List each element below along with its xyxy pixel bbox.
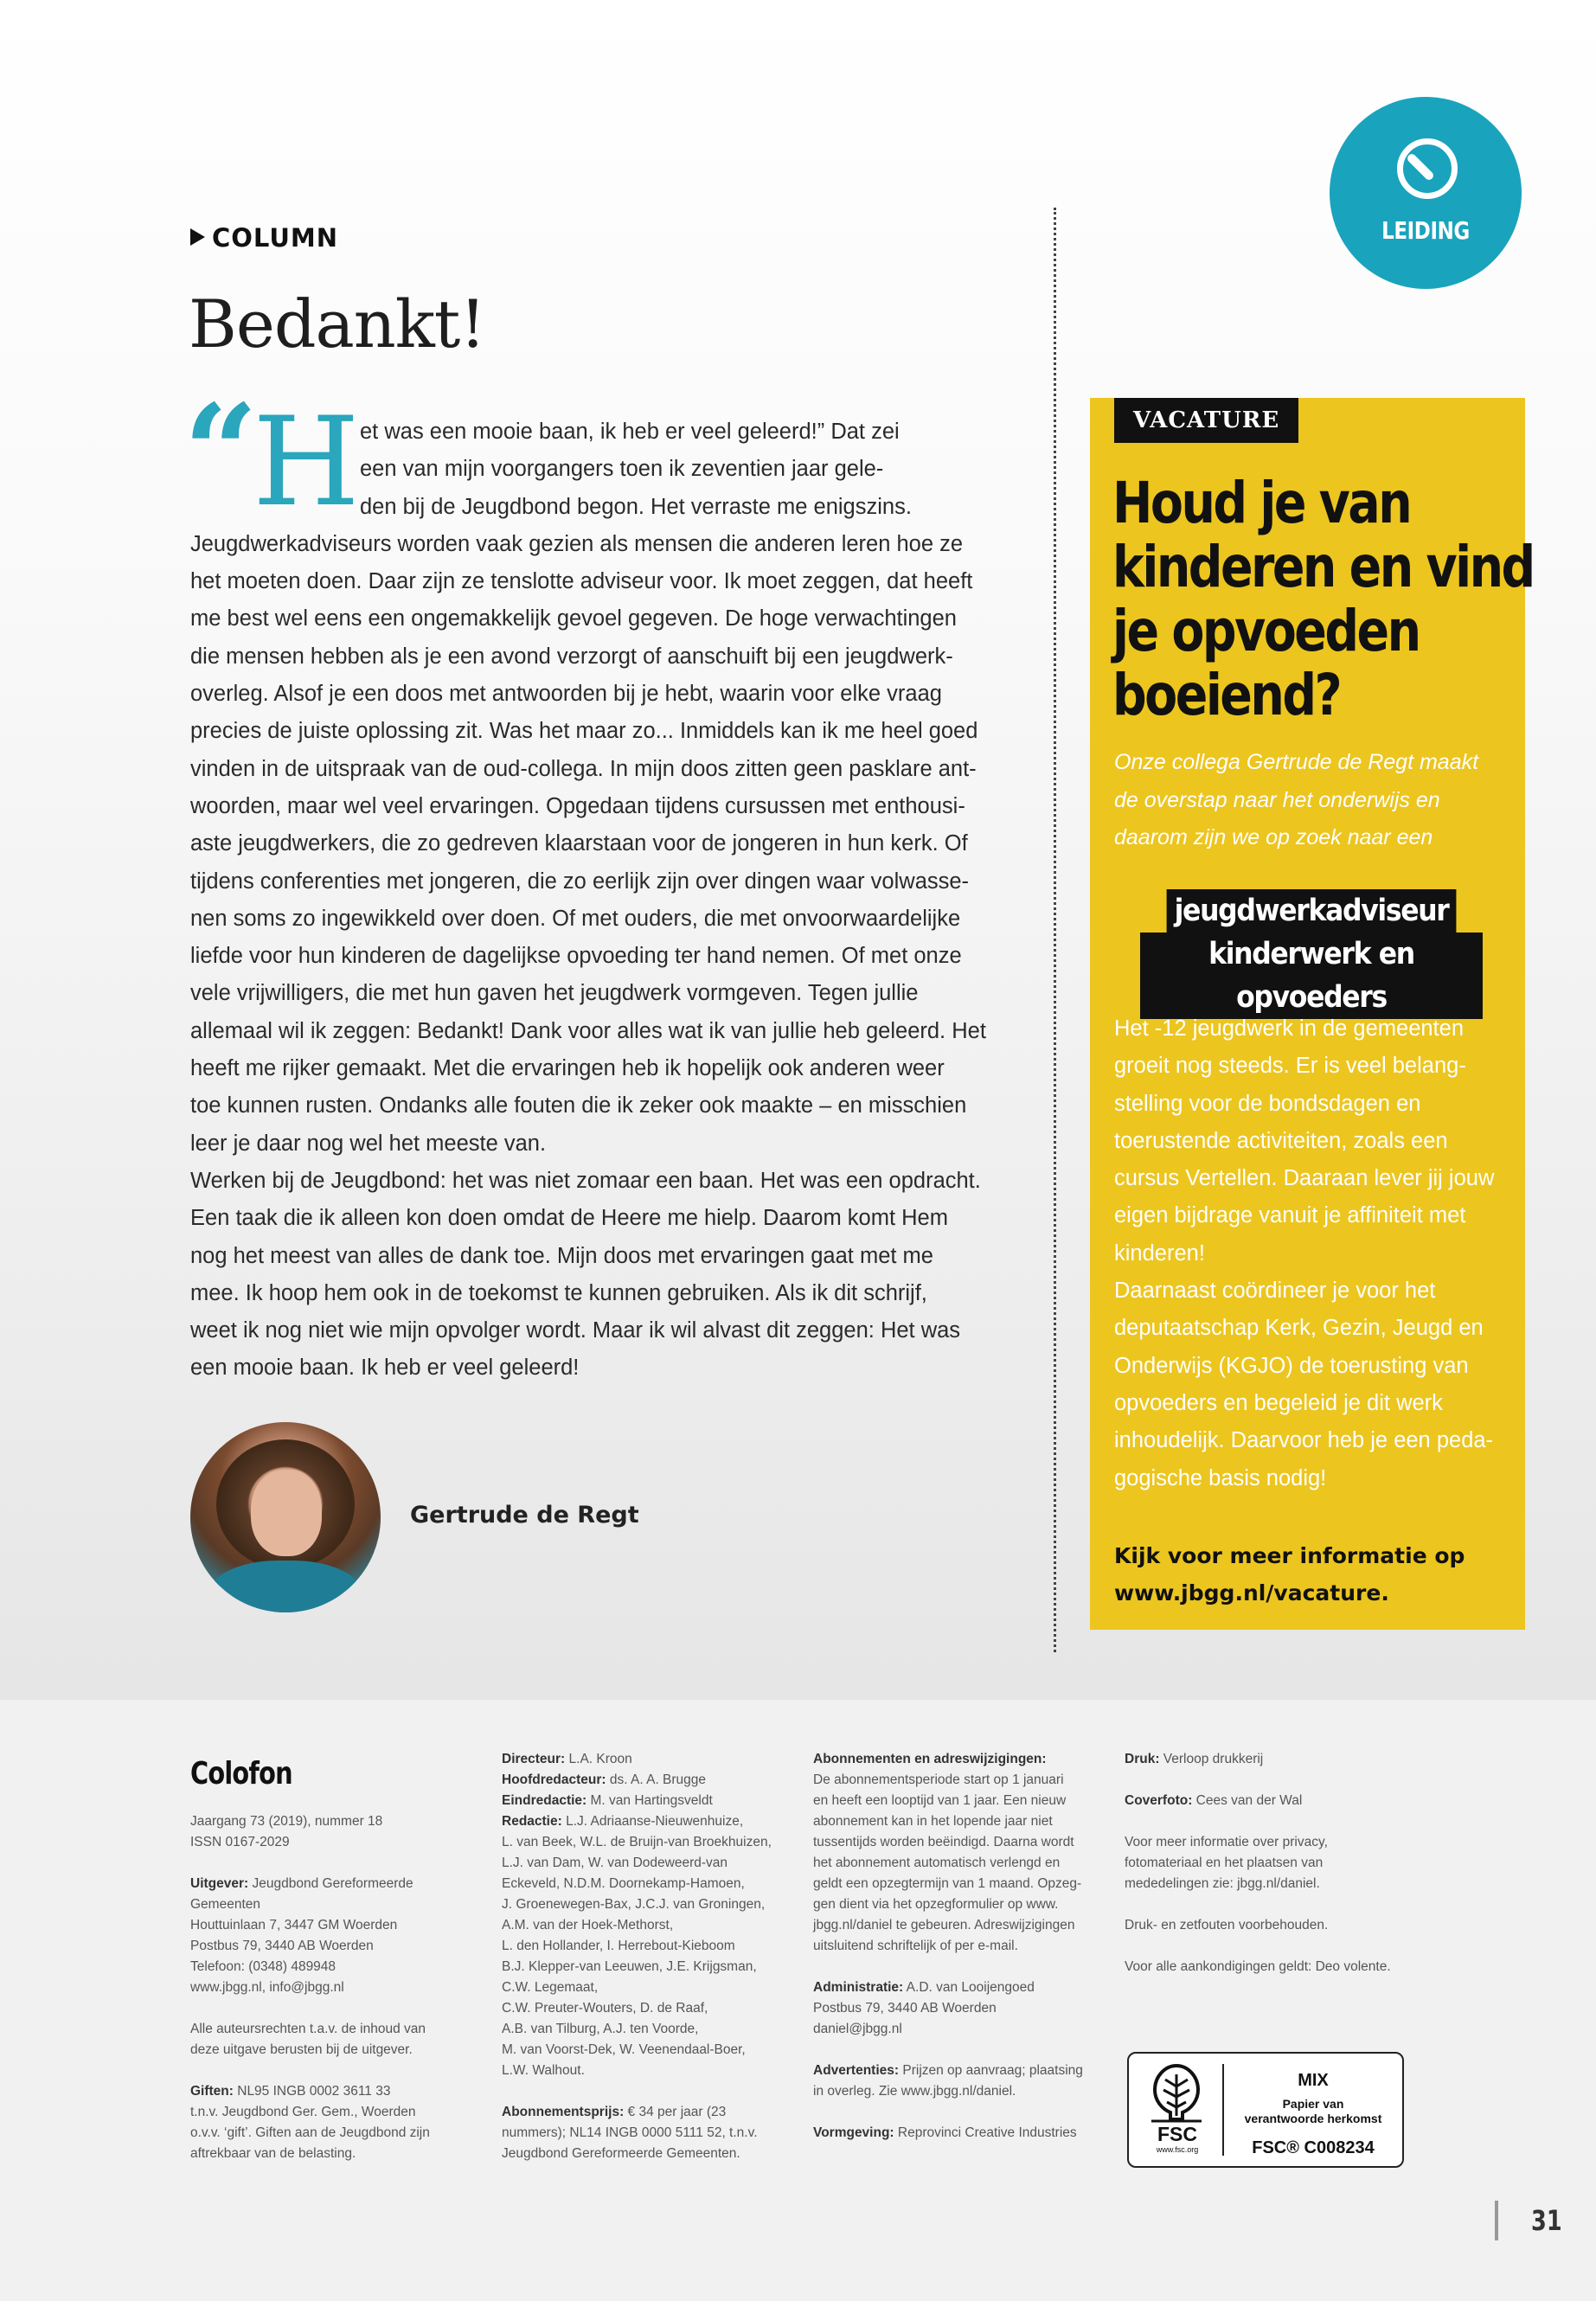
colofon-line: Druk- en zetfouten voorbehouden. bbox=[1125, 1918, 1329, 1932]
colofon-line: J. Groenewegen-Bax, J.C.J. van Groningen, bbox=[502, 1897, 766, 1912]
colofon-label: Advertenties: bbox=[813, 2063, 900, 2078]
colofon-line: aftrekbaar van de belasting. bbox=[190, 2146, 356, 2161]
colofon-line: Alle auteursrechten t.a.v. de inhoud van bbox=[190, 2022, 426, 2036]
body-line: allemaal wil ik zeggen: Bedankt! Dank voor alles wat ik van jullie heb geleerd. Het bbox=[190, 1018, 986, 1043]
colofon-value: Cees van der Wal bbox=[1192, 1793, 1303, 1808]
colofon-label: Redactie: bbox=[502, 1814, 562, 1829]
colofon-line: C.W. Preuter-Wouters, D. de Raaf, bbox=[502, 2001, 708, 2016]
colofon-line bbox=[502, 2102, 787, 2123]
description-line: kinderen! bbox=[1114, 1240, 1205, 1266]
body-line: heeft me rijker gemaakt. Met die ervaringen heb ik hopelijk ook anderen weer bbox=[190, 1056, 945, 1081]
fsc-subtitle-line: Papier van bbox=[1282, 2097, 1344, 2111]
body-line: precies de juiste oplossing zit. Was het maar zo... Inmiddels kan ik me heel goed bbox=[190, 719, 978, 744]
headline-line: Houd je van bbox=[1112, 470, 1411, 536]
headline-line: je opvoeden bbox=[1112, 598, 1420, 664]
colofon-line: en heeft een looptijd van 1 jaar. Een nieuw bbox=[813, 1793, 1067, 1808]
colofon-line[interactable]: daniel@jbgg.nl bbox=[813, 2022, 902, 2036]
vacancy-description bbox=[1114, 1010, 1512, 1497]
avatar-shirt bbox=[208, 1561, 363, 1612]
colofon-line bbox=[1125, 1749, 1436, 1770]
colofon-label: Hoofdredacteur: bbox=[502, 1772, 606, 1787]
colofon-line: o.v.v. ‘gift’. Giften aan de Jeugdbond zijn bbox=[190, 2125, 430, 2140]
headline-line: boeiend? bbox=[1112, 662, 1341, 728]
vacancy-intro bbox=[1114, 744, 1512, 857]
body-line: het moeten doen. Daar zijn ze tenslotte adviseur voor. Ik moet zeggen, dat heeft bbox=[190, 569, 973, 594]
description-line: Daarnaast coördineer je voor het bbox=[1114, 1279, 1436, 1304]
colofon-label: Administratie: bbox=[813, 1980, 904, 1995]
cta-line[interactable]: www.jbgg.nl/vacature. bbox=[1114, 1580, 1389, 1606]
body-line: overleg. Alsof je een doos met antwoorden bij je hebt, waarin voor elke vraag bbox=[190, 682, 942, 707]
description-line: gogische basis nodig! bbox=[1114, 1465, 1327, 1490]
vacancy-tag: VACATURE bbox=[1114, 398, 1298, 443]
body-line: tijdens conferenties met jongeren, die zo eerlijk zijn over dingen waar volwasse- bbox=[190, 868, 970, 894]
colofon-label: Abonnementen en adreswijzigingen: bbox=[813, 1752, 1047, 1766]
colofon-value: L.J. Adriaanse-Nieuwenhuize, bbox=[561, 1814, 744, 1829]
dropcap-quote-mark: “ bbox=[183, 376, 259, 529]
intro-line: Onze collega Gertrude de Regt maakt bbox=[1114, 750, 1479, 774]
colofon-line: Eckeveld, N.D.M. Doornekamp-Hamoen, bbox=[502, 1876, 745, 1891]
colofon-line: L. den Hollander, I. Herrebout-Kieboom bbox=[502, 1939, 735, 1953]
colofon-line: gen dient via het opzegformulier op www. bbox=[813, 1897, 1059, 1912]
body-line: me best wel eens een ongemakkelijk gevoel gegeven. De hoge verwachtingen bbox=[190, 606, 957, 631]
body-line: mee. Ik hoop hem ook in de toekomst te kunnen gebruiken. Als ik dit schrijf, bbox=[190, 1280, 927, 1305]
colofon-line: uitsluitend schriftelijk of per e-mail. bbox=[813, 1939, 1018, 1953]
colofon-label: Vormgeving: bbox=[813, 2125, 894, 2140]
colofon-line: A.M. van der Hoek-Methorst, bbox=[502, 1918, 674, 1932]
colofon-label: Directeur: bbox=[502, 1752, 566, 1766]
colofon-line: Voor alle aankondigingen geldt: Deo volente. bbox=[1125, 1959, 1391, 1974]
colofon-line: A.B. van Tilburg, A.J. ten Voorde, bbox=[502, 2022, 699, 2036]
avatar-face bbox=[251, 1470, 322, 1556]
cta-line: Kijk voor meer informatie op bbox=[1114, 1543, 1465, 1568]
body-line: die mensen hebben als je een avond verzorgt of aanschuift bij een jeugdwerk- bbox=[190, 644, 953, 669]
description-line: toerustende activiteiten, zoals een bbox=[1114, 1128, 1448, 1153]
role-line: kinderwerk en opvoeders bbox=[1140, 933, 1483, 1019]
colofon-label: Abonnementsprijs: bbox=[502, 2105, 625, 2119]
colofon-line: Voor meer informatie over privacy, bbox=[1125, 1835, 1328, 1849]
colofon-label: Coverfoto: bbox=[1125, 1793, 1193, 1808]
colofon-label: Eindredactie: bbox=[502, 1793, 587, 1808]
colofon-title: Colofon bbox=[190, 1756, 292, 1791]
body-line: een van mijn voorgangers toen ik zeventien jaar gele- bbox=[360, 457, 884, 482]
colofon-value: Prijzen op aanvraag; plaatsing bbox=[899, 2063, 1083, 2078]
body-line: nog het meest van alles de dank toe. Mijn doos met ervaringen gaat met me bbox=[190, 1243, 933, 1268]
body-line: een mooie baan. Ik heb er veel geleerd! bbox=[190, 1356, 580, 1381]
body-line: den bij de Jeugdbond begon. Het verraste me enigszins. bbox=[360, 494, 912, 519]
colofon-line: tussentijds worden beëindigd. Daarna wordt bbox=[813, 1835, 1074, 1849]
intro-line: daarom zijn we op zoek naar een bbox=[1114, 825, 1433, 849]
colofon-line: ISSN 0167-2029 bbox=[190, 1835, 290, 1849]
fsc-subtitle-line: verantwoorde herkomst bbox=[1244, 2112, 1382, 2125]
colofon-line: M. van Voorst-Dek, W. Veenendaal-Boer, bbox=[502, 2042, 746, 2057]
body-line: vele vrijwilligers, die met hun gaven het jeugdwerk vormgeven. Tegen jullie bbox=[190, 981, 919, 1006]
article-title: Bedankt! bbox=[189, 285, 485, 362]
body-line: liefde voor hun kinderen de dagelijkse opvoeding ter hand nemen. Of met onze bbox=[190, 944, 962, 969]
fsc-logo-text: FSC bbox=[1157, 2123, 1197, 2145]
colofon-line: Jaargang 73 (2019), nummer 18 bbox=[190, 1814, 383, 1829]
colofon-value: Verloop drukkerij bbox=[1159, 1752, 1264, 1766]
colofon-label: Giften: bbox=[190, 2084, 234, 2099]
author-name: Gertrude de Regt bbox=[410, 1502, 639, 1529]
colofon-column-4 bbox=[1125, 1749, 1436, 1977]
fsc-divider bbox=[1222, 2064, 1224, 2156]
author-photo bbox=[190, 1422, 381, 1612]
colofon-line: Telefoon: (0348) 489948 bbox=[190, 1959, 337, 1974]
vacancy-link[interactable] bbox=[1114, 1537, 1512, 1612]
colofon-value: M. van Hartingsveldt bbox=[586, 1793, 713, 1808]
section-label: LEIDING bbox=[1381, 216, 1470, 245]
colofon-value: NL95 INGB 0002 3611 33 bbox=[233, 2084, 391, 2099]
dropcap-letter: H bbox=[253, 391, 360, 534]
triangle-icon bbox=[190, 228, 205, 246]
colofon-line: nummers); NL14 INGB 0000 5111 52, t.n.v. bbox=[502, 2125, 758, 2140]
colofon-line bbox=[813, 2061, 1107, 2081]
colofon-line: L.W. Walhout. bbox=[502, 2063, 585, 2078]
dotted-divider bbox=[1054, 208, 1056, 1652]
colofon-line: het abonnement automatisch verlengd en bbox=[813, 1856, 1061, 1870]
description-line: deputaatschap Kerk, Gezin, Jeugd en bbox=[1114, 1316, 1484, 1341]
colofon-column-2 bbox=[502, 1749, 787, 2164]
colofon-line: C.W. Legemaat, bbox=[502, 1980, 599, 1995]
colofon-line: abonnement kan in het lopende jaar niet bbox=[813, 1814, 1053, 1829]
body-line: nen soms zo ingewikkeld over doen. Of met ouders, die met onvoorwaardelijke bbox=[190, 906, 961, 931]
colofon-line bbox=[502, 1770, 787, 1791]
fsc-subtitle bbox=[1231, 2097, 1395, 2126]
colofon-line: Gemeenten bbox=[190, 1897, 260, 1912]
body-line: Jeugdwerkadviseurs worden vaak gezien als mensen die anderen leren hoe ze bbox=[190, 531, 964, 556]
colofon-line: Houttuinlaan 7, 3447 GM Woerden bbox=[190, 1918, 398, 1932]
intro-line: de overstap naar het onderwijs en bbox=[1114, 787, 1440, 812]
colofon-line: L. van Beek, W.L. de Bruijn-van Broekhuizen, bbox=[502, 1835, 772, 1849]
colofon-line: geldt een opzegtermijn van 1 maand. Opzeg- bbox=[813, 1876, 1082, 1891]
colofon-line bbox=[502, 1811, 787, 1832]
colofon-line bbox=[190, 1874, 476, 1894]
description-line: groeit nog steeds. Er is veel belang- bbox=[1114, 1054, 1466, 1079]
colofon-line: Postbus 79, 3440 AB Woerden bbox=[813, 2001, 997, 2016]
colofon-value: € 34 per jaar (23 bbox=[624, 2105, 727, 2119]
page-number-bar bbox=[1495, 2201, 1498, 2240]
description-line: opvoeders en begeleid je dit werk bbox=[1114, 1390, 1443, 1415]
colofon-line: t.n.v. Jeugdbond Ger. Gem., Woerden bbox=[190, 2105, 416, 2119]
description-line: stelling voor de bondsdagen en bbox=[1114, 1091, 1421, 1116]
body-line: woorden, maar wel veel ervaringen. Opgedaan tijdens cursussen met enthousi- bbox=[190, 793, 965, 818]
colofon-line bbox=[813, 1977, 1107, 1998]
body-line: leer je daar nog wel het meeste van. bbox=[190, 1131, 547, 1156]
fsc-tree-icon bbox=[1148, 2062, 1205, 2125]
body-line: aste jeugdwerkers, die zo gedreven klaarstaan voor de jongeren in hun kerk. Of bbox=[190, 831, 968, 856]
body-line: et was een mooie baan, ik heb er veel geleerd!” Dat zei bbox=[360, 420, 900, 444]
colofon-column-1 bbox=[190, 1811, 476, 2164]
colofon-value: Jeugdbond Gereformeerde bbox=[252, 1876, 413, 1891]
body-line: vinden in de uitspraak van de oud-collega. In mijn doos zitten geen pasklare ant- bbox=[190, 756, 977, 781]
colofon-line bbox=[502, 1749, 787, 1770]
vacancy-headline bbox=[1112, 470, 1534, 728]
colofon-line: in overleg. Zie www.jbgg.nl/daniel. bbox=[813, 2084, 1016, 2099]
body-line: Een taak die ik alleen kon doen omdat de Heere me hielp. Daarom komt Hem bbox=[190, 1206, 948, 1231]
colofon-line: De abonnementsperiode start op 1 januari bbox=[813, 1772, 1064, 1787]
colofon-line: Postbus 79, 3440 AB Woerden bbox=[190, 1939, 374, 1953]
colofon-line bbox=[502, 1791, 787, 1811]
section-badge bbox=[1330, 97, 1522, 289]
fsc-label bbox=[1127, 2052, 1404, 2168]
fsc-code: FSC® C008234 bbox=[1252, 2138, 1375, 2157]
colofon-line: L.J. van Dam, W. van Dodeweerd-van bbox=[502, 1856, 728, 1870]
headline-line: kinderen en vind bbox=[1112, 534, 1534, 600]
page-number: 31 bbox=[1531, 2204, 1562, 2237]
colofon-line bbox=[190, 2081, 476, 2102]
description-line: cursus Vertellen. Daaraan lever jij jouw bbox=[1114, 1166, 1495, 1191]
role-line: jeugdwerkadviseur bbox=[1167, 889, 1457, 933]
colofon-line[interactable]: www.jbgg.nl, info@jbgg.nl bbox=[190, 1980, 344, 1995]
colofon-line: jbgg.nl/daniel te gebeuren. Adreswijzigingen bbox=[813, 1918, 1075, 1932]
colofon-label: Uitgever: bbox=[190, 1876, 249, 1891]
colofon-line: Jeugdbond Gereformeerde Gemeenten. bbox=[502, 2146, 740, 2161]
colofon-column-3 bbox=[813, 1749, 1107, 2144]
colofon-value: L.A. Kroon bbox=[565, 1752, 632, 1766]
colofon-line: deze uitgave berusten bij de uitgever. bbox=[190, 2042, 413, 2057]
body-line: weet ik nog niet wie mijn opvolger wordt. Maar ik wil alvast dit zeggen: Het was bbox=[190, 1318, 961, 1343]
colofon-line bbox=[813, 1749, 1107, 1770]
description-line: eigen bijdrage vanuit je affiniteit met bbox=[1114, 1203, 1466, 1228]
colofon-line: mededelingen zie: jbgg.nl/daniel. bbox=[1125, 1876, 1320, 1891]
fsc-mix: MIX bbox=[1298, 2071, 1329, 2090]
colofon-line bbox=[1125, 1791, 1436, 1811]
description-line: inhoudelijk. Daarvoor heb je een peda- bbox=[1114, 1428, 1494, 1453]
column-kicker: COLUMN bbox=[190, 223, 338, 253]
colofon-line: B.J. Klepper-van Leeuwen, J.E. Krijgsman, bbox=[502, 1959, 757, 1974]
colofon-label: Druk: bbox=[1125, 1752, 1160, 1766]
article-body bbox=[190, 413, 1008, 1388]
colofon-value: Reprovinci Creative Industries bbox=[894, 2125, 1077, 2140]
vacancy-box bbox=[1090, 398, 1534, 1630]
description-line: Het -12 jeugdwerk in de gemeenten bbox=[1114, 1016, 1465, 1041]
colofon-line bbox=[813, 2123, 1107, 2144]
colofon-value: A.D. van Looijengoed bbox=[903, 1980, 1035, 1995]
fsc-url: www.fsc.org bbox=[1156, 2145, 1199, 2154]
body-line: Werken bij de Jeugdbond: het was niet zomaar een baan. Het was een opdracht. bbox=[190, 1168, 981, 1193]
body-line: toe kunnen rusten. Ondanks alle fouten die ik zeker ook maakte – en misschien bbox=[190, 1093, 967, 1118]
colofon-line: fotomateriaal en het plaatsen van bbox=[1125, 1856, 1324, 1870]
description-line: Onderwijs (KGJO) de toerusting van bbox=[1114, 1353, 1469, 1378]
colofon-value: ds. A. A. Brugge bbox=[606, 1772, 707, 1787]
vacancy-role bbox=[1121, 889, 1502, 1019]
